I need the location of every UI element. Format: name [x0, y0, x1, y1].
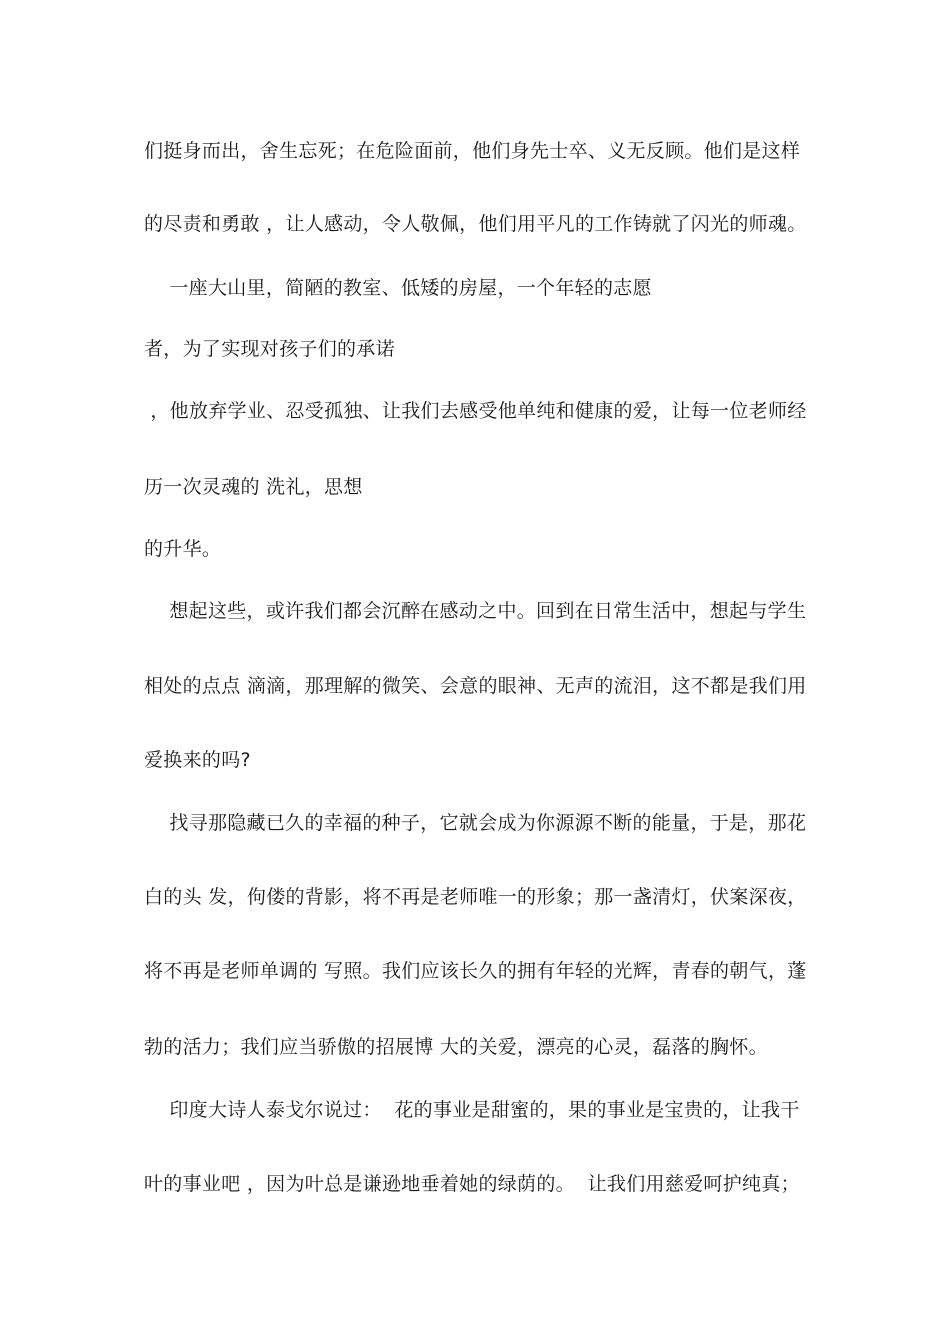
text-line-13: 将不再是老师单调的 写照。我们应该长久的拥有年轻的光辉，青春的朝气，蓬 [144, 960, 807, 982]
text-line-9: 相处的点点 滴滴，那理解的微笑、会意的眼神、无声的流泪，这不都是我们用 [144, 675, 807, 697]
text-line-15: 印度大诗人泰戈尔说过： 花的事业是甜蜜的，果的事业是宝贵的，让我干 [144, 1099, 800, 1121]
text-line-3: 一座大山里，简陋的教室、低矮的房屋，一个年轻的志愿 [144, 277, 652, 299]
text-line-12: 白的头 发，佝偻的背影，将不再是老师唯一的形象；那一盏清灯，伏案深夜， [144, 886, 807, 908]
text-line-14: 勃的活力；我们应当骄傲的招展博 大的关爱，漂亮的心灵，磊落的胸怀。 [144, 1036, 768, 1058]
text-line-10: 爱换来的吗? [144, 749, 251, 771]
text-line-2: 的尽责和勇敢 ，让人感动，令人敬佩，他们用平凡的工作铸就了闪光的师魂。 [144, 213, 807, 235]
text-line-4: 者，为了实现对孩子们的承诺 [144, 338, 395, 360]
text-line-8: 想起这些，或许我们都会沉醉在感动之中。回到在日常生活中，想起与学生 [144, 600, 807, 622]
text-line-1: 们挺身而出，舍生忘死；在危险面前，他们身先士卒、义无反顾。他们是这样 [144, 140, 801, 162]
text-line-11: 找寻那隐藏已久的幸福的种子，它就会成为你源源不断的能量，于是，那花 [144, 812, 807, 834]
text-line-7: 的升华。 [144, 538, 222, 560]
text-line-16: 叶的事业吧 ，因为叶总是谦逊地垂着她的绿荫的。 让我们用慈爱呵护纯真； [144, 1173, 800, 1195]
text-line-6: 历一次灵魂的 洗礼，思想 [144, 476, 363, 498]
text-line-5: ，他放弃学业、忍受孤独、让我们去感受他单纯和健康的爱，让每一位老师经 [144, 400, 807, 422]
